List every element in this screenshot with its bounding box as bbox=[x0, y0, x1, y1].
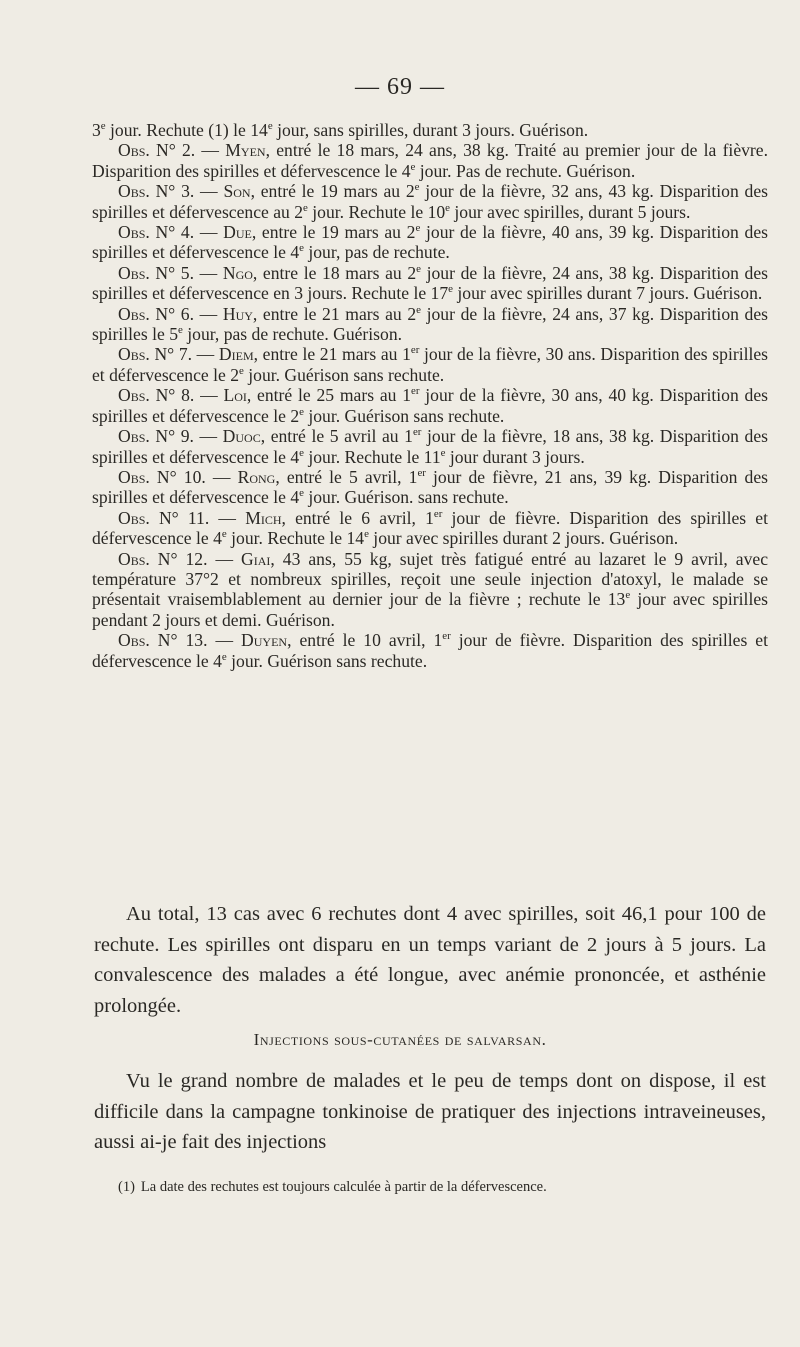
obs-text: , entré le 5 avril, 1er jour de fièvre, 21 ans, 39 kg. Disparition des spirilles et défervescence le 4e jour. Guérison. sans rechute. bbox=[92, 466, 769, 508]
patient-name: Mich bbox=[245, 507, 282, 528]
obs-number: N° 7. — bbox=[149, 344, 219, 365]
observation-entry bbox=[92, 549, 768, 631]
obs-text: , entré le 6 avril, 1er jour de fièvre. Disparition des spirilles et défervescence le 4e jour. Rechute le 14e jour avec spirilles durant 2 jours. Guérison. bbox=[92, 507, 768, 549]
page-number: — 69 — bbox=[355, 74, 445, 100]
obs-number: N° 4. — bbox=[149, 222, 224, 243]
obs-label: Obs. bbox=[118, 548, 150, 569]
observation-entry bbox=[92, 508, 768, 549]
obs-label: Obs. bbox=[118, 140, 150, 161]
observation-entry bbox=[92, 304, 768, 345]
obs-text: , entre le 21 mars au 1er jour de la fièvre, 30 ans. Disparition des spirilles et défervescence le 2e jour. Guérison sans rechute. bbox=[92, 344, 769, 385]
obs-text: , entré le 25 mars au 1er jour de la fièvre, 30 ans, 40 kg. Disparition des spirilles et défervescence le 2e jour. Guérison sans rechute. bbox=[92, 385, 768, 426]
patient-name: Myen bbox=[225, 140, 266, 161]
obs-text: , entré le 18 mars, 24 ans, 38 kg. Traité au premier jour de la fièvre. Disparition des spirilles et défervescence le 4e jour. Pas de rechute. Guérison. bbox=[92, 140, 768, 181]
obs-text: , entré le 19 mars au 2e jour de la fièvre, 32 ans, 43 kg. Disparition des spirilles et défervescence au 2e jour. Rechute le 10e jour avec spirilles, durant 5 jours. bbox=[92, 181, 768, 222]
obs-text: , entré le 5 avril au 1er jour de la fièvre, 18 ans, 38 kg. Disparition des spirilles et défervescence le 4e jour. Rechute le 11e jour durant 3 jours. bbox=[92, 426, 768, 467]
obs-label: Obs. bbox=[118, 262, 150, 283]
observation-entry: 3e jour. Rechute (1) le 14e jour, sans spirilles, durant 3 jours. Guérison. bbox=[92, 120, 589, 140]
observation-entry bbox=[92, 426, 768, 467]
observation-entry bbox=[92, 467, 768, 508]
obs-text: , entre le 18 mars au 2e jour de la fièvre, 24 ans, 38 kg. Disparition des spirilles et défervescence en 3 jours. Rechute le 17e jour avec spirilles durant 7 jours. Guérison. bbox=[92, 262, 768, 304]
obs-label: Obs. bbox=[118, 466, 150, 487]
observation-entry bbox=[92, 385, 768, 426]
patient-name: Rong bbox=[237, 466, 276, 487]
obs-number: N° 10. — bbox=[149, 466, 238, 487]
observation-entry bbox=[92, 222, 768, 263]
obs-number: N° 12. — bbox=[149, 548, 242, 569]
obs-label: Obs. bbox=[118, 222, 150, 243]
footnote-mark: (1) bbox=[118, 1179, 135, 1195]
patient-name: Huy bbox=[222, 303, 253, 324]
patient-name: Giai bbox=[241, 548, 271, 569]
obs-number: N° 5. — bbox=[149, 262, 223, 283]
obs-number: N° 13. — bbox=[149, 630, 242, 651]
patient-name: Ngo bbox=[222, 262, 253, 283]
patient-name: Due bbox=[223, 222, 252, 243]
salvarsan-paragraph: Vu le grand nombre de malades et le peu de temps dont on dispose, il est difficile dans la campagne tonkinoise de pratiquer des injections intraveineuses, aussi ai-je fait des injections bbox=[94, 1070, 766, 1153]
patient-name: Son bbox=[223, 181, 251, 202]
obs-text: , 43 ans, 55 kg, sujet très fatigué entré au lazaret le 9 avril, avec température 37°2 et nombreux spirilles, reçoit une seule injection d'atoxyl, le malade se présentait vraisemblablement au dernier jour de la fièvre ; rechute le 13e jour avec spirilles pendant 2 jours et demi. Guérison. bbox=[92, 548, 769, 630]
obs-number: N° 6. — bbox=[149, 303, 223, 324]
observation-entry bbox=[92, 140, 768, 181]
section-heading: Injections sous-cutanées de salvarsan. bbox=[253, 1030, 547, 1049]
obs-number: N° 9. — bbox=[149, 426, 223, 447]
obs-text: , entré le 10 avril, 1er jour de fièvre. Disparition des spirilles et défervescence le 4e jour. Guérison sans rechute. bbox=[92, 630, 769, 671]
obs-number: N° 3. — bbox=[149, 181, 224, 202]
obs-label: Obs. bbox=[118, 385, 150, 406]
obs-label: Obs. bbox=[118, 303, 150, 324]
obs-label: Obs. bbox=[118, 344, 150, 365]
obs-number: N° 2. — bbox=[149, 140, 226, 161]
obs-label: Obs. bbox=[118, 181, 150, 202]
observation-entry bbox=[92, 344, 768, 385]
obs-label: Obs. bbox=[118, 507, 150, 528]
footnote-text: La date des rechutes est toujours calculée à partir de la défervescence. bbox=[140, 1179, 547, 1195]
obs-label: Obs. bbox=[118, 426, 150, 447]
patient-name: Duoc bbox=[222, 426, 261, 447]
observation-entry bbox=[92, 181, 768, 222]
footnote bbox=[118, 1178, 778, 1196]
observation-entry bbox=[92, 630, 768, 671]
obs-number: N° 8. — bbox=[149, 385, 224, 406]
obs-text: , entre le 21 mars au 2e jour de la fièvre, 24 ans, 37 kg. Disparition des spirilles le 5e jour, pas de rechute. Guérison. bbox=[92, 303, 768, 345]
obs-label: Obs. bbox=[118, 630, 150, 651]
observation-entry bbox=[92, 263, 768, 304]
observations-list bbox=[92, 120, 768, 671]
patient-name: Diem bbox=[218, 344, 254, 365]
patient-name: Loi bbox=[223, 385, 247, 406]
patient-name: Duyen bbox=[241, 630, 288, 651]
obs-number: N° 11. — bbox=[149, 507, 246, 528]
summary-paragraph: Au total, 13 cas avec 6 rechutes dont 4 avec spirilles, soit 46,1 pour 100 de rechute. Les spirilles ont disparu en un temps variant de 2 jours à 5 jours. La convalescence des malades a été longue, avec anémie prononcée, et asthénie prolongée. bbox=[94, 903, 766, 1017]
obs-text: , entre le 19 mars au 2e jour de la fièvre, 40 ans, 39 kg. Disparition des spirilles et défervescence le 4e jour, pas de rechute. bbox=[92, 222, 768, 263]
